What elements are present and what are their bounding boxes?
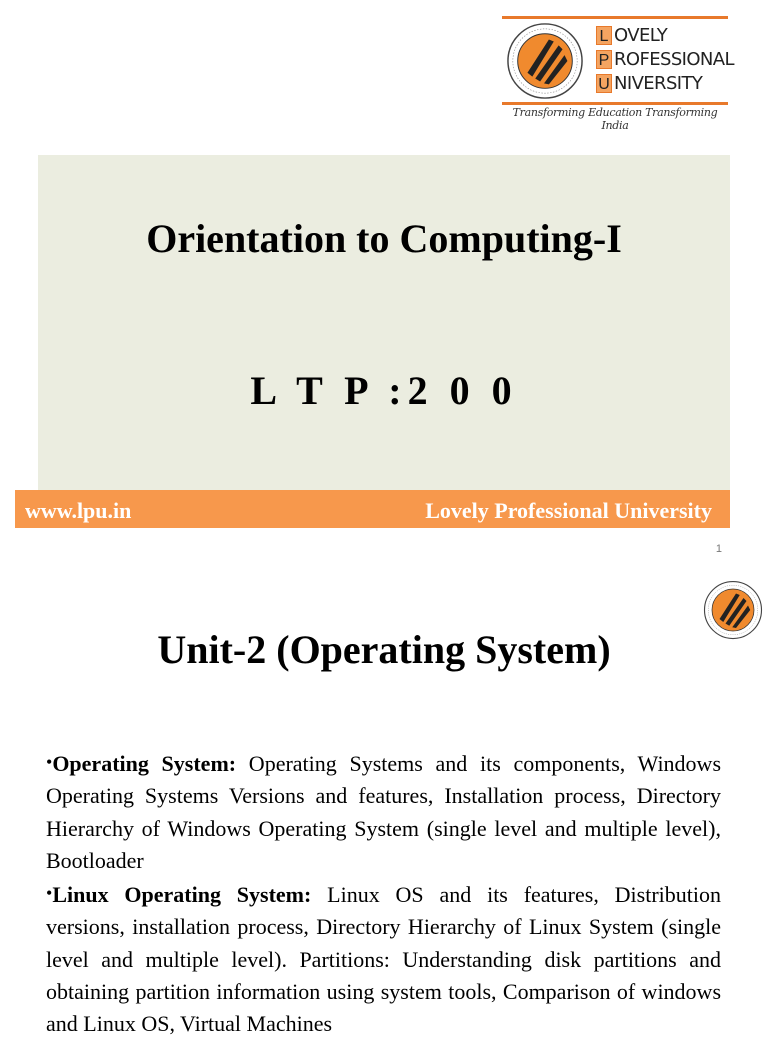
- logo-word-professional: ROFESSIONAL: [614, 48, 734, 70]
- ltp-credits: L T P :2 0 0: [250, 368, 518, 413]
- unit-title: Unit-2 (Operating System): [157, 627, 611, 672]
- title-panel: [38, 155, 730, 490]
- logo-letter-l: L: [596, 26, 612, 45]
- lpu-logo: [502, 14, 734, 132]
- logo-row-university: [596, 71, 734, 95]
- footer-url-link[interactable]: www.lpu.in: [25, 498, 132, 523]
- logo-letter-p: P: [596, 50, 612, 69]
- logo-row-lovely: [596, 23, 734, 47]
- logo-letter-u: U: [596, 74, 612, 93]
- topic-heading: Linux Operating System:: [52, 882, 312, 908]
- page-number: 1: [715, 543, 722, 555]
- topic-linux-os: [46, 877, 721, 1040]
- bullet: •: [46, 752, 53, 772]
- bullet: •: [46, 883, 53, 904]
- topic-operating-system: [46, 746, 721, 877]
- logo-word-lovely: OVELY: [614, 24, 668, 46]
- logo-bottom-rule: [502, 102, 728, 105]
- logo-tagline: Transforming Education Transforming India: [512, 106, 718, 132]
- logo-wordmark: [596, 23, 734, 95]
- course-title: Orientation to Computing-I: [146, 216, 622, 261]
- lpu-emblem-icon: [506, 22, 584, 100]
- logo-word-university: NIVERSITY: [614, 72, 703, 94]
- footer-bar: [15, 490, 730, 528]
- topic-heading: Operating System:: [52, 751, 237, 776]
- footer-university-name: Lovely Professional University: [425, 498, 712, 523]
- logo-row-professional: [596, 47, 734, 71]
- topic-text: Operating Systems and its components, Windows Operating Systems Versions and features, Installation process, Directory Hierarchy of Windows Operating System (single level and multiple level), Bootloader: [46, 751, 722, 873]
- logo-top-rule: [502, 16, 728, 19]
- topic-list: [46, 746, 721, 1041]
- topic-text: Linux OS and its features, Distribution versions, installation process, Directory Hierarchy of Linux System (single level and multiple level). Partitions: Understanding disk partitions and obtaining partition information using system tools, Comparison of windows and Linux OS, Virtual Machines: [46, 882, 721, 1037]
